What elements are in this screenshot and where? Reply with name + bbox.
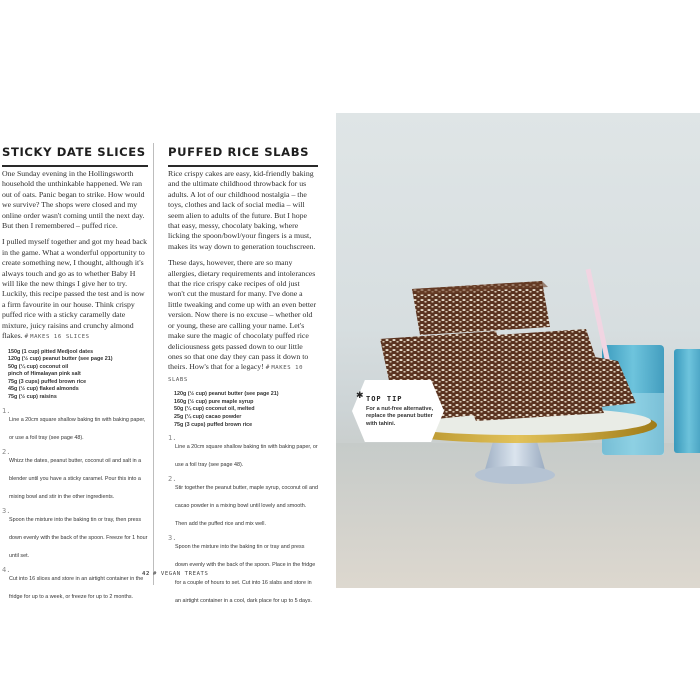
step-text: Spoon the mixture into the baking tin or tray, then press down evenly with the back of the spoon. Freeze for 1 hour until set. [9, 516, 148, 559]
recipe-intro-text: These days, however, there are so many allergies, dietary requirements and intolerances that the rice crispy cake recipes of old just won't cut the mustard for many. I've done a little tweaking and come up with an even better version. Now there is no excuse – whether old or young, these are calling your name. Let's make sure the magic of chocolaty puffed rice deliciousness gets passed down to our little ones so that one day they can pass it down to theirs. How's that for a legacy! [168, 258, 317, 372]
recipe-title: PUFFED RICE SLABS [168, 145, 310, 159]
column-divider [153, 143, 154, 585]
left-page [0, 113, 336, 605]
recipe-intro [168, 258, 318, 385]
method-step [2, 567, 148, 603]
step-number: 3. [168, 534, 177, 543]
step-number: 2. [168, 475, 177, 484]
ingredient: 50g (¼ cup) coconut oil, melted [174, 406, 255, 413]
hash-icon: # [265, 364, 270, 372]
hash-icon: # [24, 333, 29, 341]
blue-glass-right [674, 349, 700, 453]
method-steps [168, 435, 318, 607]
method-step [2, 449, 148, 503]
ingredient: pinch of Himalayan pink salt [8, 371, 81, 378]
ingredient: 75g (3 cups) puffed brown rice [174, 421, 253, 428]
top-tip-title: TOP TIP [366, 395, 403, 403]
method-step [2, 508, 148, 562]
recipe-intro-text: I pulled myself together and got my head back in the game. What a wonderful opportunity to create something new, I thought, although it's always touch and go as to whether Baby H will like the new things I give her to try. Luckily, this recipe passed the test and is now a firm favourite in our house. Think crispy puffed rice with a sticky caramelly date mixture, juicy raisins and crunchy almond flakes. [2, 237, 148, 341]
step-text: Line a 20cm square shallow baking tin with baking paper, or use a foil tray (see page 48). [9, 416, 146, 441]
recipe-sticky-date-slices [2, 145, 148, 608]
food-photo [336, 113, 700, 588]
recipe-title: STICKY DATE SLICES [2, 145, 146, 159]
method-steps [2, 408, 148, 603]
step-number: 4. [2, 565, 11, 574]
food-photo-illustration [336, 113, 700, 588]
step-text: Whizz the dates, peanut butter, coconut oil and salt in a blender until you have a sticky caramel. Pour this into a mixing bowl and stir in the other ingredients. [9, 457, 142, 500]
recipe-intro: Rice crispy cakes are easy, kid-friendly baking and the ultimate childhood throwback for us adults. A lot of our childhood nostalgia – the toys, clothes and lack of social media – will seem alien to adults of the future. But I hope that easy, messy, chocolaty baking, where licking the spoon/bowl/your fingers is a must, makes its way down to generation touchscreen. [168, 169, 316, 251]
ingredient: 120g (½ cup) peanut butter (see page 21) [174, 391, 279, 398]
ingredient: 160g (½ cup) pure maple syrup [174, 398, 254, 405]
star-icon: ✱ [356, 391, 364, 401]
page-footer [142, 571, 209, 577]
section-name: # VEGAN TREATS [152, 571, 209, 577]
method-step [168, 476, 318, 530]
makes-label: MAKES 10 SLABS [168, 365, 304, 383]
step-number: 1. [2, 406, 11, 415]
ingredient: 50g (¼ cup) coconut oil [8, 363, 69, 370]
step-text: Cut into 16 slices and store in an airtight container in the fridge for up to a week, or freeze for up to 2 months. [9, 575, 144, 600]
ingredient-list [8, 349, 148, 402]
step-text: Line a 20cm square shallow baking tin with baking paper, or use a foil tray (see page 48). [175, 444, 318, 469]
recipe-intro: One Sunday evening in the Hollingsworth household the unthinkable happened. We ran out of oats. Panic began to strike. How would we survive? The shops were closed and my online order wasn't coming until the next day. But then I remembered – puffed rice. [2, 169, 145, 231]
recipe-intro [2, 237, 148, 342]
step-number: 1. [168, 434, 177, 443]
method-step [168, 435, 318, 471]
ingredient-list [174, 391, 318, 429]
ingredient: 75g (½ cup) raisins [8, 394, 57, 401]
makes-label: MAKES 16 SLICES [30, 334, 90, 341]
ingredient: 75g (3 cups) puffed brown rice [8, 378, 87, 385]
book-spread [0, 113, 700, 605]
ingredient: 25g (¼ cup) cacao powder [174, 413, 242, 420]
step-number: 2. [2, 447, 11, 456]
top-tip-text: For a nut-free alternative, replace the peanut butter with tahini. [366, 406, 434, 427]
ingredient: 150g (1 cup) pitted Medjool dates [8, 348, 94, 355]
recipe-puffed-rice-slabs [168, 145, 318, 612]
ingredient: 45g (½ cup) flaked almonds [8, 386, 79, 393]
ingredient: 120g (½ cup) peanut butter (see page 21) [8, 356, 113, 363]
step-text: Stir together the peanut butter, maple syrup, coconut oil and cacao powder in a mixing bowl until lovely and smooth. Then add the puffed rice and mix well. [175, 485, 318, 528]
step-text: Spoon the mixture into the baking tin or tray and press down evenly with the back of the spoon. Place in the fridge for a couple of hours to set. Cut into 16 slabs and store in an airtight container in a cool, dark place for up to 5 days. [175, 544, 316, 605]
method-step [2, 408, 148, 444]
page-number: 42 [142, 571, 150, 577]
step-number: 3. [2, 506, 11, 515]
